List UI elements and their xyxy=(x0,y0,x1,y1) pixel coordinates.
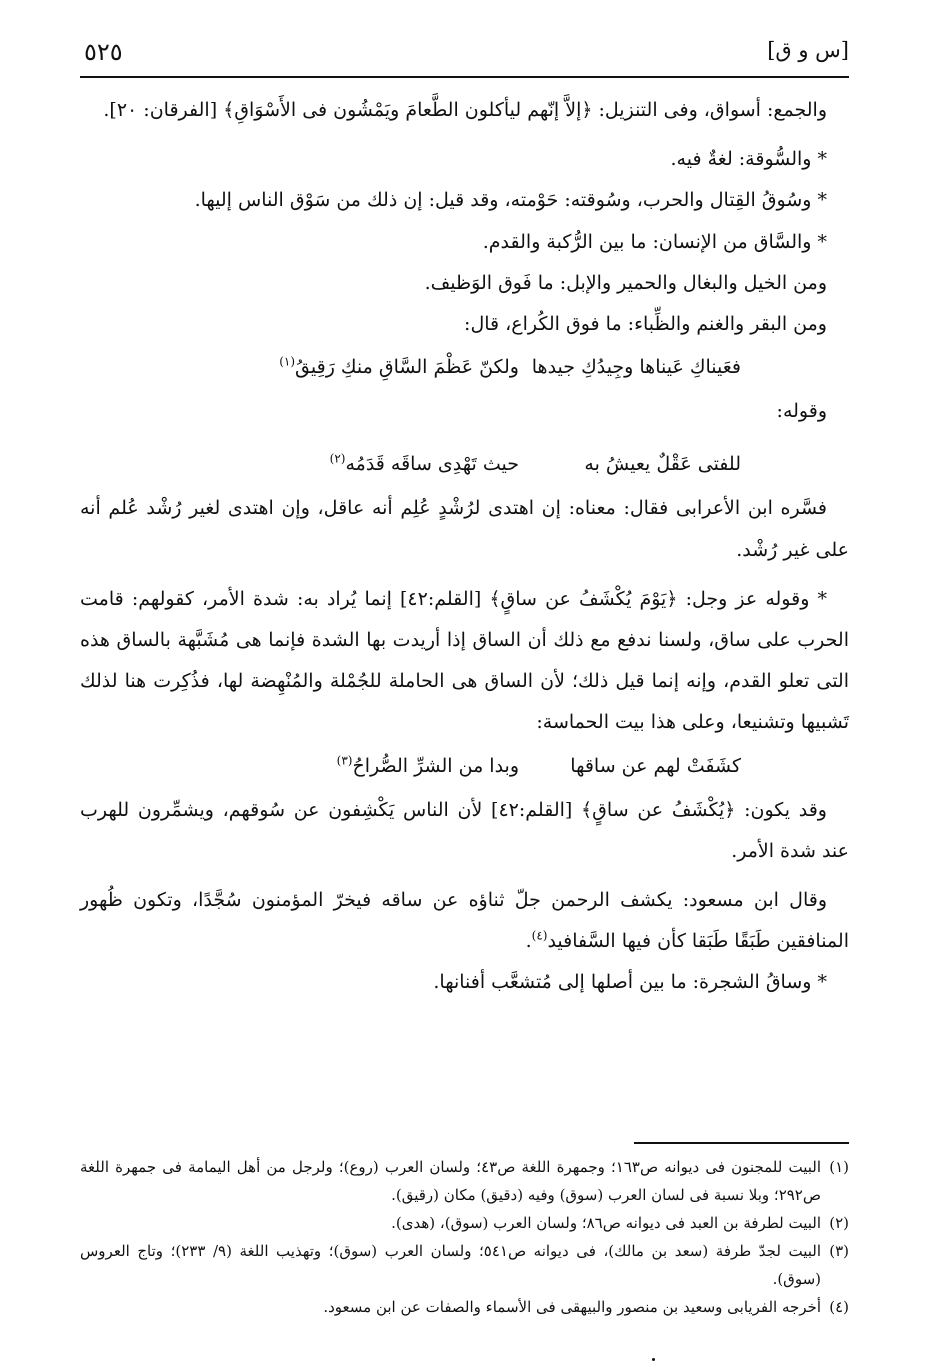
paragraph: ومن البقر والغنم والظِّباء: ما فوق الكُراع، قال: xyxy=(464,313,827,336)
page-number: ٥٢٥ xyxy=(84,38,123,66)
verse-line xyxy=(80,744,849,790)
paragraph: وقوله: xyxy=(776,400,827,423)
verse-hemistich-second: حيث تَهْدِى ساقَه قَدَمُه$^{(٢)}$ xyxy=(329,452,519,476)
footnote-divider xyxy=(634,1142,849,1144)
main-text xyxy=(80,90,849,1004)
footnote-ref: (٤) xyxy=(531,928,548,943)
verse-hemistich-first: كشَفَتْ لهم عن ساقها xyxy=(570,754,741,777)
verse-hemistich-first: للفتى عَقْلٌ يعيشُ به xyxy=(584,453,741,476)
paragraph: وقال ابن مسعود: يكشف الرحمن جلّ ثناؤه عن ساقه فيخرّ المؤمنون سُجَّدًا، وتكون ظُهور المنافقين طَبَقًا طَبَقا كأن فيها السَّفافيد$^{(٤)}$. xyxy=(80,889,849,953)
footnote-number: (٢) xyxy=(829,1214,849,1232)
paragraph: فسَّره ابن الأعرابى فقال: معناه: إن اهتدى لرُشْدٍ عُلِم أنه عاقل، وإن اهتدى لغير رُشْد عُلم أنه على غير رُشْد. xyxy=(80,497,849,561)
verse-hemistich-second: ولكنّ عَظْمَ السَّاقِ منكِ رَقِيقُ$^{(١)}$ xyxy=(279,354,519,379)
paragraph: * وقوله عز وجل: ﴿يَوْمَ يُكْشَفُ عن ساقٍ﴾ [القلم:٤٢] إنما يُراد به: شدة الأمر، كقولهم: قامت الحرب على ساق، ولسنا ندفع مع ذلك أن الساق إذا أريدت بها الشدة فإنما هى مُشَبَّهة بالساق هذه التى تعلو القدم، وإنه إنما قيل ذلك؛ لأن الساق هى الحاملة للجُمْلة والمُنْهِضة لها، فذُكِرت هنا لذلك تَشبيها وتشنيعا، وعلى هذا بيت الحماسة: xyxy=(80,587,849,734)
verse-line xyxy=(80,345,849,391)
footnote-number: (٤) xyxy=(829,1298,849,1316)
footnote xyxy=(80,1237,849,1293)
footnote-text: أخرجه الفريابى وسعيد بن منصور والبيهقى فى الأسماء والصفات عن ابن مسعود. xyxy=(323,1298,821,1316)
footnote xyxy=(80,1153,849,1209)
page-header xyxy=(80,30,849,78)
paragraph: * وساقُ الشجرة: ما بين أصلها إلى مُتشعَّب أفنانها. xyxy=(433,971,827,994)
paragraph: * والسَّاق من الإنسان: ما بين الرُّكبة والقدم. xyxy=(482,230,827,253)
footnote-ref: (٢) xyxy=(329,452,346,467)
footnotes xyxy=(80,1153,849,1321)
verse-hemistich-first: فعَيناكِ عَيناها وجِيدُكِ جيدها xyxy=(531,356,741,379)
footnote-number: (١) xyxy=(829,1158,849,1176)
paragraph: ومن الخيل والبغال والحمير والإبل: ما فَوق الوَظيف. xyxy=(424,271,827,294)
footnote xyxy=(80,1209,849,1237)
footnote-ref: (٣) xyxy=(336,753,353,768)
paragraph: * والسُّوقة: لغةٌ فيه. xyxy=(670,148,827,171)
paragraph: وقد يكون: ﴿يُكْشَفُ عن ساقٍ﴾ [القلم:٤٢] لأن الناس يَكْشِفون عن سُوقهم، ويشمِّرون للهرب عند شدة الأمر. xyxy=(80,798,849,862)
footnote-ref: (١) xyxy=(279,354,296,369)
page-mark xyxy=(652,1358,655,1361)
paragraph: والجمع: أسواق، وفى التنزيل: ﴿إلاَّ إنّهم ليأكلون الطَّعامَ ويَمْشُون فى الأَسْوَاقِ﴾ [الفرقان: ٢٠]. xyxy=(103,99,827,121)
root-heading: [س و ق] xyxy=(767,38,849,62)
footnote-number: (٣) xyxy=(829,1242,849,1260)
paragraph: * وسُوقُ القِتال والحرب، وسُوقته: حَوْمته، وقد قيل: إن ذلك من سَوْق الناس إليها. xyxy=(194,189,827,212)
verse-hemistich-second: وبدا من الشرِّ الصُّراحُ$^{(٣)}$ xyxy=(336,753,519,777)
footnote-text: البيت للمجنون فى ديوانه ص١٦٣؛ وجمهرة اللغة ص٤٣؛ ولسان العرب (روع)؛ ولرجل من أهل اليمامة فى جمهرة اللغة ص٢٩٢؛ وبلا نسبة فى لسان العرب (سوق) وفيه (دقيق) مكان (رقيق). xyxy=(80,1158,821,1204)
footnote-text: البيت لطرفة بن العبد فى ديوانه ص٨٦؛ ولسان العرب (سوق)، (هدى). xyxy=(391,1214,821,1232)
verse-line xyxy=(80,442,849,488)
footnote xyxy=(80,1293,849,1321)
footnote-text: البيت لجدّ طرفة (سعد بن مالك)، فى ديوانه ص٥٤١؛ ولسان العرب (سوق)؛ وتهذيب اللغة (٩/ ٢٣٣)؛ وتاج العروس (سوق). xyxy=(80,1242,821,1288)
